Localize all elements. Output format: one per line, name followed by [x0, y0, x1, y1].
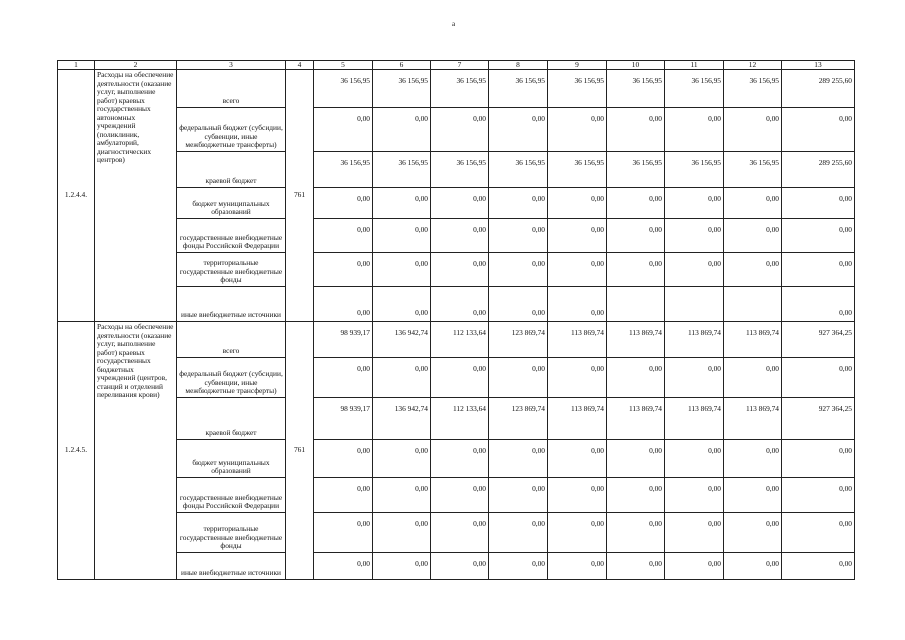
grbs-code: 761	[286, 70, 314, 322]
table-row	[58, 219, 855, 253]
funding-source: краевой бюджет	[177, 152, 286, 188]
value-cell: 98 939,17	[314, 322, 373, 358]
value-cell: 0,00	[665, 440, 724, 478]
value-cell: 0,00	[607, 108, 665, 152]
value-cell: 289 255,60	[782, 70, 855, 108]
column-number: 9	[548, 61, 607, 70]
value-cell: 36 156,95	[548, 152, 607, 188]
column-number: 10	[607, 61, 665, 70]
funding-source: иные внебюджетные источники	[177, 553, 286, 580]
value-cell: 0,00	[431, 219, 489, 253]
value-cell: 0,00	[489, 440, 548, 478]
value-cell: 113 869,74	[665, 322, 724, 358]
value-cell: 113 869,74	[548, 398, 607, 440]
value-cell: 0,00	[431, 440, 489, 478]
value-cell	[665, 287, 724, 322]
value-cell: 123 869,74	[489, 398, 548, 440]
value-cell: 0,00	[607, 440, 665, 478]
value-cell: 0,00	[607, 253, 665, 287]
value-cell: 36 156,95	[724, 70, 782, 108]
value-cell: 0,00	[489, 253, 548, 287]
table-row	[58, 478, 855, 513]
value-cell: 0,00	[431, 188, 489, 219]
value-cell: 112 133,64	[431, 322, 489, 358]
value-cell: 0,00	[548, 188, 607, 219]
value-cell: 0,00	[548, 440, 607, 478]
value-cell: 36 156,95	[373, 152, 431, 188]
value-cell: 0,00	[314, 188, 373, 219]
value-cell: 0,00	[665, 513, 724, 553]
value-cell: 0,00	[548, 358, 607, 398]
column-number: 6	[373, 61, 431, 70]
value-cell: 0,00	[724, 553, 782, 580]
funding-source: бюджет муниципальных образований	[177, 188, 286, 219]
column-number: 8	[489, 61, 548, 70]
section-description: Расходы на обеспечение деятельности (оказание услуг, выполнение работ) краевых государственных бюджетных учреждений (центров, станций и отделений переливания крови)	[95, 322, 177, 580]
value-cell: 0,00	[489, 219, 548, 253]
table-row	[58, 322, 855, 358]
value-cell: 0,00	[431, 513, 489, 553]
value-cell: 0,00	[724, 219, 782, 253]
value-cell: 0,00	[724, 253, 782, 287]
funding-source: бюджет муниципальных образований	[177, 440, 286, 478]
funding-source: государственные внебюджетные фонды Российской Федерации	[177, 478, 286, 513]
funding-source: всего	[177, 70, 286, 108]
value-cell: 36 156,95	[665, 152, 724, 188]
table-row	[58, 108, 855, 152]
value-cell: 0,00	[489, 287, 548, 322]
value-cell: 123 869,74	[489, 322, 548, 358]
section-code: 1.2.4.5.	[58, 322, 95, 580]
value-cell	[607, 287, 665, 322]
value-cell: 0,00	[431, 478, 489, 513]
value-cell: 0,00	[431, 108, 489, 152]
table-row	[58, 253, 855, 287]
value-cell: 113 869,74	[665, 398, 724, 440]
value-cell: 136 942,74	[373, 398, 431, 440]
value-cell: 36 156,95	[665, 70, 724, 108]
value-cell: 36 156,95	[724, 152, 782, 188]
value-cell: 113 869,74	[724, 322, 782, 358]
value-cell: 36 156,95	[431, 152, 489, 188]
value-cell: 0,00	[431, 553, 489, 580]
value-cell: 0,00	[489, 513, 548, 553]
value-cell: 0,00	[489, 553, 548, 580]
value-cell: 0,00	[607, 358, 665, 398]
value-cell: 0,00	[782, 253, 855, 287]
value-cell: 0,00	[665, 358, 724, 398]
value-cell: 0,00	[314, 513, 373, 553]
column-number: 7	[431, 61, 489, 70]
value-cell: 0,00	[665, 219, 724, 253]
funding-source: федеральный бюджет (субсидии, субвенции, иные межбюджетные трансферты)	[177, 108, 286, 152]
value-cell: 0,00	[431, 287, 489, 322]
value-cell: 0,00	[782, 287, 855, 322]
column-number: 1	[58, 61, 95, 70]
value-cell: 0,00	[782, 478, 855, 513]
value-cell: 36 156,95	[489, 70, 548, 108]
value-cell: 113 869,74	[548, 322, 607, 358]
value-cell: 0,00	[431, 358, 489, 398]
value-cell: 0,00	[489, 108, 548, 152]
value-cell: 0,00	[665, 188, 724, 219]
value-cell: 0,00	[373, 219, 431, 253]
column-number: 12	[724, 61, 782, 70]
value-cell: 0,00	[431, 253, 489, 287]
value-cell: 0,00	[314, 358, 373, 398]
value-cell: 0,00	[373, 553, 431, 580]
value-cell: 0,00	[548, 478, 607, 513]
value-cell: 113 869,74	[724, 398, 782, 440]
value-cell: 0,00	[782, 358, 855, 398]
value-cell: 289 255,60	[782, 152, 855, 188]
column-number: 13	[782, 61, 855, 70]
value-cell: 36 156,95	[373, 70, 431, 108]
value-cell: 0,00	[724, 108, 782, 152]
value-cell: 0,00	[314, 108, 373, 152]
column-number: 4	[286, 61, 314, 70]
value-cell: 36 156,95	[607, 152, 665, 188]
value-cell: 36 156,95	[314, 70, 373, 108]
value-cell: 0,00	[373, 478, 431, 513]
table-row	[58, 440, 855, 478]
funding-source: государственные внебюджетные фонды Российской Федерации	[177, 219, 286, 253]
value-cell: 36 156,95	[489, 152, 548, 188]
value-cell: 0,00	[548, 513, 607, 553]
value-cell: 0,00	[373, 188, 431, 219]
value-cell: 0,00	[373, 440, 431, 478]
value-cell: 0,00	[489, 188, 548, 219]
value-cell: 0,00	[314, 287, 373, 322]
value-cell: 36 156,95	[314, 152, 373, 188]
value-cell: 0,00	[782, 440, 855, 478]
value-cell: 0,00	[665, 553, 724, 580]
value-cell: 0,00	[607, 188, 665, 219]
funding-source: иные внебюджетные источники	[177, 287, 286, 322]
grbs-code: 761	[286, 322, 314, 580]
value-cell: 98 939,17	[314, 398, 373, 440]
value-cell: 0,00	[782, 219, 855, 253]
value-cell: 0,00	[782, 513, 855, 553]
value-cell: 0,00	[724, 440, 782, 478]
value-cell	[724, 287, 782, 322]
value-cell: 0,00	[548, 219, 607, 253]
value-cell: 0,00	[373, 253, 431, 287]
funding-source: территориальные государственные внебюджетные фонды	[177, 253, 286, 287]
value-cell: 0,00	[782, 108, 855, 152]
value-cell: 0,00	[665, 253, 724, 287]
value-cell: 0,00	[782, 553, 855, 580]
table-row	[58, 513, 855, 553]
value-cell: 0,00	[373, 108, 431, 152]
value-cell: 0,00	[314, 440, 373, 478]
table-row	[58, 553, 855, 580]
funding-source: всего	[177, 322, 286, 358]
value-cell: 0,00	[548, 108, 607, 152]
column-number: 5	[314, 61, 373, 70]
table-row	[58, 188, 855, 219]
value-cell: 0,00	[489, 358, 548, 398]
value-cell: 927 364,25	[782, 322, 855, 358]
value-cell: 0,00	[373, 287, 431, 322]
value-cell: 0,00	[724, 478, 782, 513]
value-cell: 113 869,74	[607, 398, 665, 440]
value-cell: 0,00	[665, 108, 724, 152]
column-number: 2	[95, 61, 177, 70]
value-cell: 0,00	[724, 358, 782, 398]
value-cell: 0,00	[314, 253, 373, 287]
budget-table	[57, 60, 855, 580]
value-cell: 0,00	[314, 219, 373, 253]
value-cell: 36 156,95	[431, 70, 489, 108]
value-cell: 0,00	[782, 188, 855, 219]
value-cell: 0,00	[373, 513, 431, 553]
value-cell: 0,00	[607, 478, 665, 513]
value-cell: 0,00	[489, 478, 548, 513]
column-number: 3	[177, 61, 286, 70]
table-row	[58, 70, 855, 108]
value-cell: 0,00	[607, 513, 665, 553]
value-cell: 0,00	[314, 553, 373, 580]
value-cell: 136 942,74	[373, 322, 431, 358]
column-number: 11	[665, 61, 724, 70]
value-cell: 0,00	[724, 513, 782, 553]
section-code: 1.2.4.4.	[58, 70, 95, 322]
value-cell: 113 869,74	[607, 322, 665, 358]
value-cell: 0,00	[607, 219, 665, 253]
value-cell: 0,00	[724, 188, 782, 219]
value-cell: 0,00	[665, 478, 724, 513]
funding-source: краевой бюджет	[177, 398, 286, 440]
table-row	[58, 152, 855, 188]
value-cell: 36 156,95	[607, 70, 665, 108]
funding-source: федеральный бюджет (субсидии, субвенции, иные межбюджетные трансферты)	[177, 358, 286, 398]
value-cell: 36 156,95	[548, 70, 607, 108]
value-cell: 0,00	[607, 553, 665, 580]
value-cell: 0,00	[548, 553, 607, 580]
value-cell: 0,00	[548, 253, 607, 287]
page-mark: a	[452, 20, 456, 28]
value-cell: 927 364,25	[782, 398, 855, 440]
table-row	[58, 398, 855, 440]
value-cell: 112 133,64	[431, 398, 489, 440]
value-cell: 0,00	[373, 358, 431, 398]
funding-source: территориальные государственные внебюджетные фонды	[177, 513, 286, 553]
column-number-row	[58, 61, 855, 70]
table-row	[58, 358, 855, 398]
section-description: Расходы на обеспечение деятельности (оказание услуг, выполнение работ) краевых государственных автономных учреждений (поликлиник, амбулаторий, диагностических центров)	[95, 70, 177, 322]
value-cell: 0,00	[548, 287, 607, 322]
value-cell: 0,00	[314, 478, 373, 513]
table-row	[58, 287, 855, 322]
